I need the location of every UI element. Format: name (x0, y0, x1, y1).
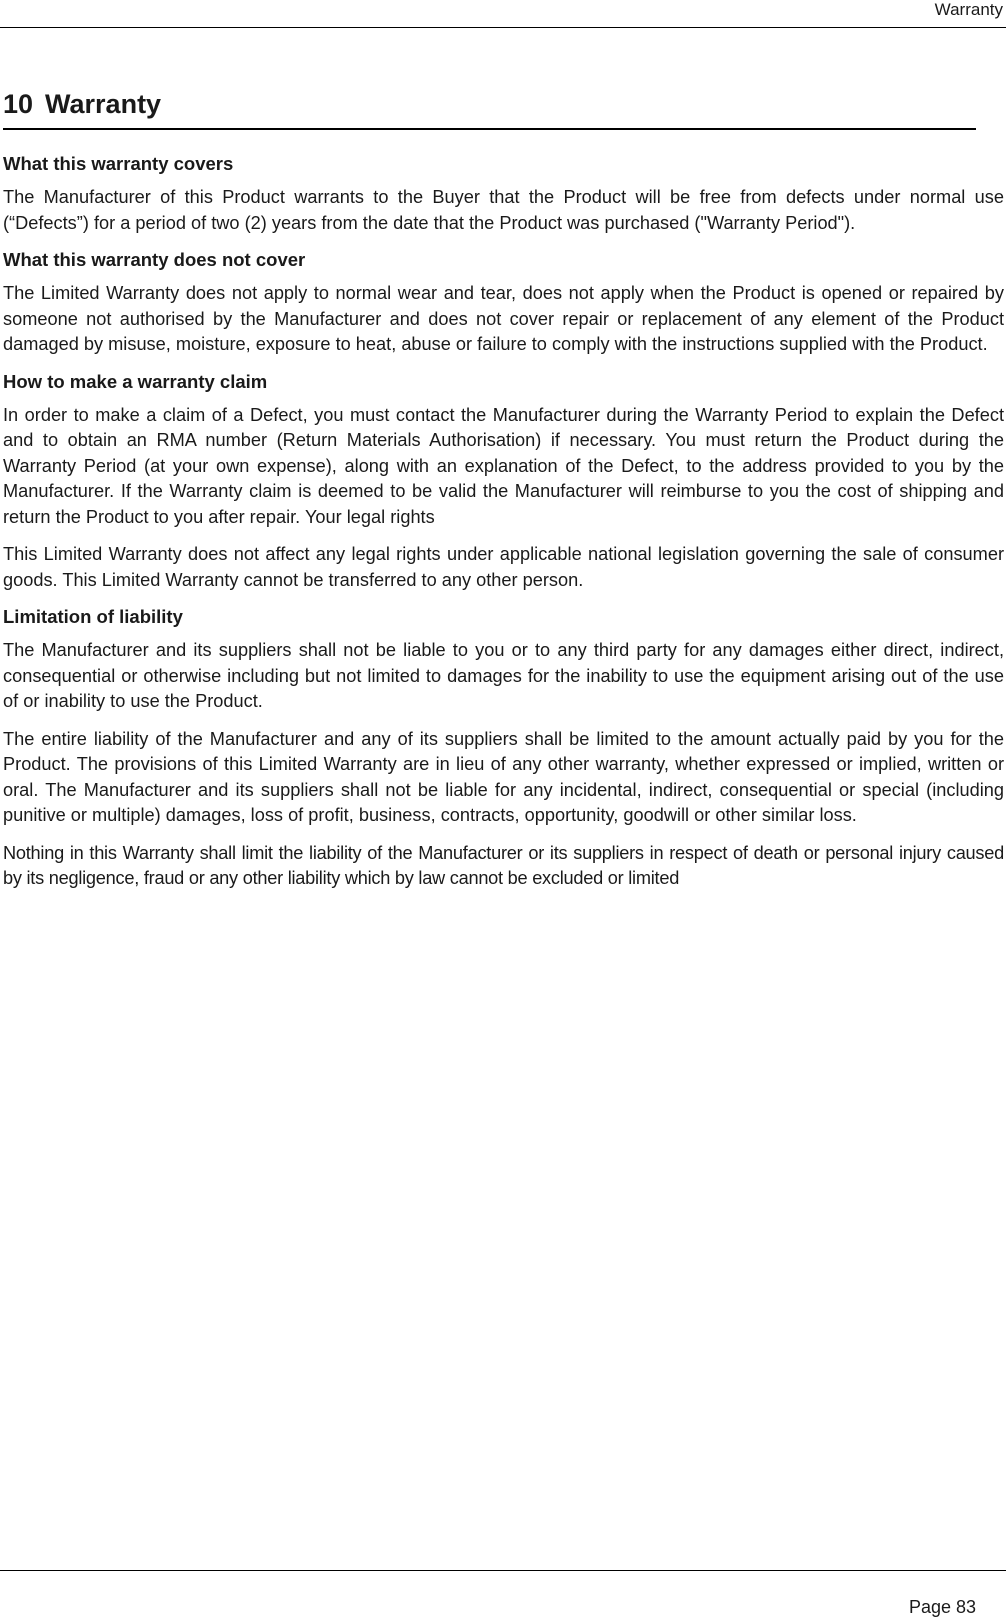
chapter-number: 10 (3, 89, 34, 119)
paragraph: In order to make a claim of a Defect, you must contact the Manufacturer during the Warranty Period to explain the Defect and to obtain an RMA number (Return Materials Authorisation) if necessary. You must return the Product during the Warranty Period (at your own expense), along with an explanation of the Defect, to the address provided to you by the Manufacturer. If the Warranty claim is deemed to be valid the Manufacturer will reimburse to you the cost of shipping and return the Product to you after repair. Your legal rights (3, 404, 1004, 527)
paragraph: The Limited Warranty does not apply to normal wear and tear, does not apply when the Product is opened or repaired by someone not authorised by the Manufacturer and does not cover repair or replacement of any element of the Product damaged by misuse, moisture, exposure to heat, abuse or failure to comply with the instructions supplied with the Product. (3, 283, 1004, 354)
section-heading: How to make a warranty claim (3, 370, 268, 392)
document-body (3, 152, 1004, 904)
page-number: Page 83 (908, 1597, 976, 1617)
section-limitation-of-liability (3, 605, 1004, 892)
paragraph: The Manufacturer of this Product warrants to the Buyer that the Product will be free from defects under normal use (“Defects”) for a period of two (2) years from the date that the Product was purchased ("Warranty Period"). (3, 187, 1004, 233)
paragraph: The entire liability of the Manufacturer and any of its suppliers shall be limited to the amount actually paid by you for the Product. The provisions of this Limited Warranty are in lieu of any other warranty, whether expressed or implied, written or oral. The Manufacturer and its suppliers shall not be liable for any incidental, indirect, consequential or special (including punitive or multiple) damages, loss of profit, business, contracts, opportunity, goodwill or other similar loss. (3, 728, 1004, 825)
section-warranty-covers (3, 152, 1004, 236)
section-warranty-claim (3, 370, 1004, 594)
section-warranty-not-covered (3, 248, 1004, 358)
chapter-title: Warranty (45, 89, 162, 119)
section-heading: Limitation of liability (3, 606, 183, 627)
chapter-heading (3, 84, 976, 130)
header-title: Warranty (934, 0, 1003, 19)
paragraph: This Limited Warranty does not affect any legal rights under applicable national legislation governing the sale of consumer goods. This Limited Warranty cannot be transferred to any other person. (3, 544, 1004, 590)
running-footer (0, 1570, 1006, 1617)
running-header (0, 0, 1006, 28)
section-heading: What this warranty covers (3, 153, 234, 174)
paragraph: The Manufacturer and its suppliers shall not be liable to you or to any third party for any damages either direct, indirect, consequential or otherwise including but not limited to damages for the inability to use the equipment arising out of the use of or inability to use the Product. (3, 640, 1004, 711)
section-heading: What this warranty does not cover (3, 249, 306, 270)
paragraph: Nothing in this Warranty shall limit the liability of the Manufacturer or its suppliers in respect of death or personal injury caused by its negligence, fraud or any other liability which by law cannot be excluded or limited (3, 842, 1004, 888)
